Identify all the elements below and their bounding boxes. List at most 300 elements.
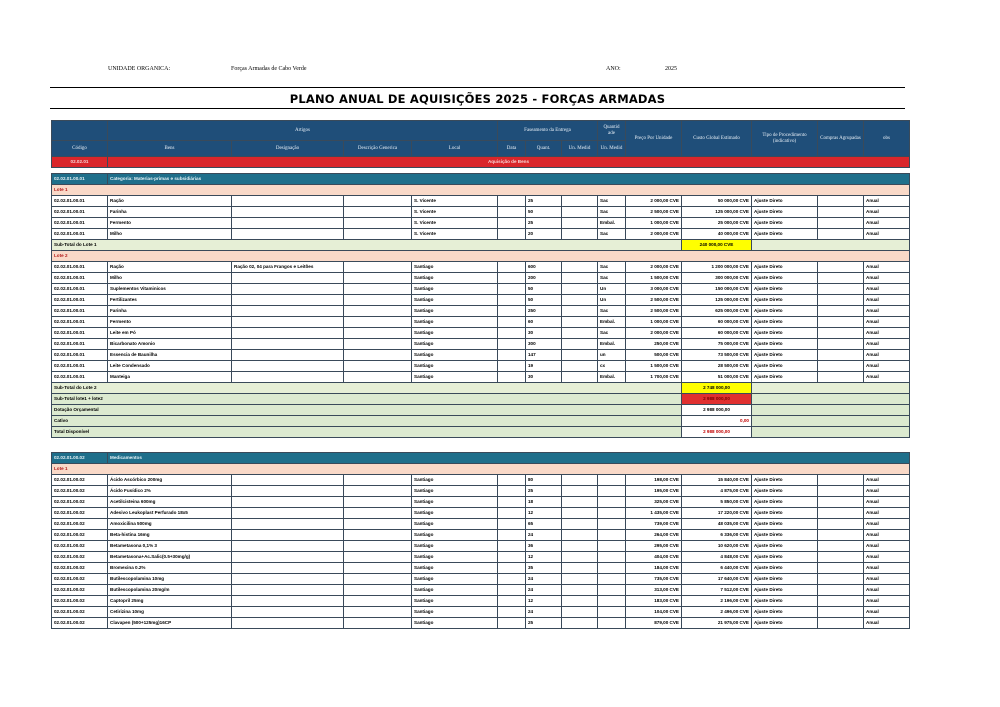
cell-compras [818,618,864,629]
cell-compras [818,519,864,530]
cell-tipo: Ajuste Direto [752,541,818,552]
cell-descricao [344,563,412,574]
cell-local: S. Vicente [412,229,498,240]
table-row [52,207,910,218]
cell-custo: 17 220,00 CVE [682,508,752,519]
cell-obs: Anual [864,273,910,284]
cell-data [498,229,526,240]
cell-descricao [344,519,412,530]
cell-tipo: Ajuste Direto [752,497,818,508]
cell-custo: 2 196,00 CVE [682,596,752,607]
cell-un-medid-2: Sac [598,306,626,317]
lote-row [52,251,910,262]
cell-data [498,541,526,552]
cell-designacao [232,295,344,306]
cell-quant: 12 [526,552,562,563]
table-row [52,372,910,383]
cell-preco: 184,00 CVE [626,563,682,574]
cell-preco: 250,00 CVE [626,339,682,350]
cell-compras [818,284,864,295]
cell-designacao [232,207,344,218]
summary-row-total [52,427,910,438]
cell-designacao [232,229,344,240]
subtotal-row [52,383,910,394]
cell-quant: 65 [526,519,562,530]
cell-designacao [232,361,344,372]
cell-compras [818,475,864,486]
header-custo: Custo Global Estimado [682,121,752,157]
cell-codigo: 02.02.01.00.02 [52,618,108,629]
cell-custo: 40 000,00 CVE [682,229,752,240]
cell-un-medid-2: cx [598,361,626,372]
cell-local: Santiago [412,317,498,328]
table-row [52,328,910,339]
table-row [52,574,910,585]
lote2-rows [52,262,910,383]
cell-custo: 75 000,00 CVE [682,339,752,350]
cell-custo: 5 850,00 CVE [682,497,752,508]
cell-bens: Beta-histina 16mg [108,530,232,541]
lote-label: Lote 2 [52,251,910,262]
table-row [52,607,910,618]
cell-data [498,486,526,497]
cell-obs: Anual [864,508,910,519]
cell-obs: Anual [864,475,910,486]
cell-descricao [344,361,412,372]
cell-descricao [344,607,412,618]
cell-un-medid-2 [598,552,626,563]
summary-label: Cativo [52,416,682,427]
cell-obs: Anual [864,350,910,361]
cell-descricao [344,530,412,541]
cell-descricao [344,574,412,585]
cell-un-medid [562,284,598,295]
cell-quant: 24 [526,585,562,596]
cell-obs: Anual [864,218,910,229]
medicamentos-rows [52,475,910,629]
cell-codigo: 02.02.01.00.02 [52,486,108,497]
cell-tipo: Ajuste Direto [752,229,818,240]
cell-data [498,519,526,530]
cell-designacao [232,607,344,618]
cell-custo: 6 440,00 CVE [682,563,752,574]
cell-bens: Betametasona+Ac.Salic(0.5+30mg/g) [108,552,232,563]
cell-custo: 300 000,00 CVE [682,273,752,284]
header-un-medid: Un. Medid [562,141,598,157]
cell-un-medid-2 [598,530,626,541]
cell-data [498,218,526,229]
cell-codigo: 02.02.01.00.01 [52,350,108,361]
cell-descricao [344,541,412,552]
cell-tipo: Ajuste Direto [752,508,818,519]
cell-quant: 25 [526,486,562,497]
cell-quant: 80 [526,475,562,486]
cell-preco: 198,00 CVE [626,475,682,486]
cell-local: S. Vicente [412,196,498,207]
cell-preco: 739,00 CVE [626,519,682,530]
cell-codigo: 02.02.01.00.01 [52,339,108,350]
summary-row-sub12 [52,394,910,405]
cell-codigo: 02.02.01.00.02 [52,574,108,585]
cell-designacao [232,475,344,486]
summary-blank [752,416,910,427]
cell-quant: 36 [526,541,562,552]
cell-compras [818,317,864,328]
cell-data [498,295,526,306]
cell-tipo: Ajuste Direto [752,207,818,218]
cell-tipo: Ajuste Direto [752,295,818,306]
summary-value: 2 988 000,00 [682,427,752,438]
org-info-line [0,66,1000,80]
cell-local: Santiago [412,530,498,541]
cell-codigo: 02.02.01.00.01 [52,218,108,229]
cell-un-medid [562,552,598,563]
cell-obs: Anual [864,585,910,596]
cell-designacao [232,350,344,361]
cell-quant: 30 [526,328,562,339]
cell-custo: 25 000,00 CVE [682,218,752,229]
cell-tipo: Ajuste Direto [752,361,818,372]
cell-un-medid-2 [598,475,626,486]
cell-data [498,372,526,383]
cell-preco: 1 500,00 CVE [626,273,682,284]
cell-bens: Ração [108,262,232,273]
cell-custo: 625 000,00 CVE [682,306,752,317]
section-code: 02.02.01 [52,157,108,168]
table-row [52,475,910,486]
cell-un-medid [562,350,598,361]
cell-obs: Anual [864,497,910,508]
cell-compras [818,218,864,229]
cell-descricao [344,284,412,295]
cell-local: Santiago [412,497,498,508]
cell-tipo: Ajuste Direto [752,552,818,563]
cell-data [498,530,526,541]
cell-codigo: 02.02.01.00.01 [52,306,108,317]
cell-preco: 1 000,00 CVE [626,218,682,229]
cell-tipo: Ajuste Direto [752,563,818,574]
table-row [52,306,910,317]
cell-custo: 4 848,00 CVE [682,552,752,563]
org-label: UNIDADE ORGANICA: [108,66,171,72]
subtotal-row [52,240,910,251]
cell-quant: 19 [526,361,562,372]
cell-custo: 17 640,00 CVE [682,574,752,585]
cell-descricao [344,486,412,497]
cell-local: Santiago [412,328,498,339]
category-label: Medicamentos [108,453,910,464]
cell-preco: 325,00 CVE [626,497,682,508]
cell-data [498,196,526,207]
cell-obs: Anual [864,530,910,541]
table-row [52,541,910,552]
cell-preco: 1 500,00 CVE [626,361,682,372]
lote-label: Lote 1 [52,464,910,475]
cell-tipo: Ajuste Direto [752,618,818,629]
cell-un-medid [562,607,598,618]
cell-obs: Anual [864,306,910,317]
cell-un-medid-2: Embal. [598,317,626,328]
cell-preco: 2 000,00 CVE [626,328,682,339]
summary-blank [752,394,910,405]
cell-un-medid-2: un [598,350,626,361]
header-compras: Compras Agrupadas [818,121,864,157]
table-row [52,262,910,273]
year-value: 2025 [665,66,677,72]
cell-bens: Cetirizina 10mg [108,607,232,618]
header-tipo: Tipo de Procedimento (indicativo) [752,121,818,157]
cell-obs: Anual [864,607,910,618]
cell-un-medid-2 [598,508,626,519]
cell-descricao [344,273,412,284]
cell-codigo: 02.02.01.00.02 [52,585,108,596]
cell-bens: Fermento [108,218,232,229]
cell-preco: 1 000,00 CVE [626,317,682,328]
cell-un-medid [562,295,598,306]
cell-descricao [344,372,412,383]
table-row [52,497,910,508]
cell-un-medid [562,486,598,497]
cell-tipo: Ajuste Direto [752,607,818,618]
category-code: 02.02.01.00.01 [52,174,108,185]
cell-preco: 2 500,00 CVE [626,207,682,218]
cell-un-medid [562,218,598,229]
table-row [52,350,910,361]
cell-preco: 295,00 CVE [626,541,682,552]
cell-descricao [344,306,412,317]
header-local: Local [412,141,498,157]
cell-compras [818,372,864,383]
cell-data [498,350,526,361]
cell-local: Santiago [412,552,498,563]
cell-compras [818,585,864,596]
cell-un-medid [562,372,598,383]
cell-un-medid-2: Sac [598,262,626,273]
cell-un-medid-2: Sac [598,229,626,240]
header-data: Data [498,141,526,157]
lote-label: Lote 1 [52,185,910,196]
cell-bens: Fermento [108,317,232,328]
cell-descricao [344,508,412,519]
cell-un-medid [562,196,598,207]
cell-compras [818,486,864,497]
header-preco: Preço Por Unidade [626,121,682,157]
cell-obs: Anual [864,618,910,629]
cell-compras [818,229,864,240]
header-quant: Quant. [526,141,562,157]
cell-codigo: 02.02.01.00.01 [52,295,108,306]
cell-un-medid-2: Sac [598,328,626,339]
org-value: Forças Armadas de Cabo Verde [231,66,307,72]
cell-data [498,607,526,618]
cell-data [498,284,526,295]
cell-preco: 183,00 CVE [626,596,682,607]
cell-data [498,497,526,508]
cell-un-medid-2 [598,607,626,618]
table-row [52,508,910,519]
cell-preco: 195,00 CVE [626,486,682,497]
cell-quant: 35 [526,563,562,574]
cell-local: Santiago [412,262,498,273]
cell-designacao [232,530,344,541]
cell-local: Santiago [412,486,498,497]
cell-designacao [232,372,344,383]
cell-descricao [344,218,412,229]
cell-codigo: 02.02.01.00.01 [52,284,108,295]
cell-obs: Anual [864,284,910,295]
table-row [52,618,910,629]
cell-tipo: Ajuste Direto [752,218,818,229]
cell-designacao [232,541,344,552]
cell-tipo: Ajuste Direto [752,530,818,541]
header-artigos: Artigos [108,121,498,141]
cell-tipo: Ajuste Direto [752,262,818,273]
cell-data [498,273,526,284]
cell-custo: 7 512,00 CVE [682,585,752,596]
summary-value: 2 988 000,00 [682,394,752,405]
cell-obs: Anual [864,295,910,306]
cell-data [498,552,526,563]
cell-custo: 6 336,00 CVE [682,530,752,541]
table-row [52,530,910,541]
cell-compras [818,497,864,508]
cell-tipo: Ajuste Direto [752,196,818,207]
cell-bens: Ácido Fusídico 2% [108,486,232,497]
cell-bens: Captopril 25mg [108,596,232,607]
cell-custo: 150 000,00 CVE [682,284,752,295]
cell-custo: 48 035,00 CVE [682,519,752,530]
cell-tipo: Ajuste Direto [752,519,818,530]
cell-codigo: 02.02.01.00.01 [52,328,108,339]
subtotal-label: Sub-Total do Lote 2 [52,383,682,394]
cell-quant: 600 [526,262,562,273]
cell-compras [818,196,864,207]
cell-obs: Anual [864,328,910,339]
cell-compras [818,541,864,552]
cell-custo: 125 000,00 CVE [682,295,752,306]
cell-descricao [344,350,412,361]
cell-bens: Butilescopolamina 20mg/m [108,585,232,596]
cell-tipo: Ajuste Direto [752,475,818,486]
cell-data [498,475,526,486]
cell-bens: Farinha [108,306,232,317]
cell-bens: Manteiga [108,372,232,383]
cell-descricao [344,229,412,240]
cell-quant: 24 [526,607,562,618]
cell-codigo: 02.02.01.00.02 [52,475,108,486]
cell-local: Santiago [412,519,498,530]
header-un-medid-2: Un. Medid [598,141,626,157]
cell-quant: 25 [526,618,562,629]
cell-obs: Anual [864,207,910,218]
cell-local: Santiago [412,273,498,284]
table-row [52,563,910,574]
cell-local: Santiago [412,372,498,383]
summary-label: Total Disponível [52,427,682,438]
cell-compras [818,273,864,284]
table-row [52,284,910,295]
cell-descricao [344,328,412,339]
cell-designacao [232,519,344,530]
cell-quant: 30 [526,372,562,383]
cell-custo: 4 875,00 CVE [682,486,752,497]
cell-quant: 147 [526,350,562,361]
cell-un-medid-2 [598,497,626,508]
cell-quant: 60 [526,317,562,328]
cell-quant: 12 [526,596,562,607]
cell-un-medid [562,541,598,552]
cell-descricao [344,596,412,607]
cell-obs: Anual [864,229,910,240]
cell-local: Santiago [412,607,498,618]
cell-quant: 25 [526,196,562,207]
summary-row-cativo [52,416,910,427]
cell-bens: Essencia de Baunilha [108,350,232,361]
cell-custo: 60 000,00 CVE [682,328,752,339]
cell-codigo: 02.02.01.00.01 [52,361,108,372]
divider-title [50,108,905,109]
header-designacao: Designação [232,141,344,157]
lote-row [52,464,910,475]
cell-compras [818,306,864,317]
cell-un-medid-2 [598,596,626,607]
cell-tipo: Ajuste Direto [752,273,818,284]
cell-local: Santiago [412,585,498,596]
cell-preco: 104,00 CVE [626,607,682,618]
cell-descricao [344,196,412,207]
cell-local: Santiago [412,574,498,585]
cell-bens: Adesivo Leukoplast Perfurado 18x5 [108,508,232,519]
cell-compras [818,339,864,350]
cell-data [498,563,526,574]
cell-preco: 1 700,00 CVE [626,372,682,383]
cell-quant: 50 [526,207,562,218]
cell-quant: 24 [526,530,562,541]
lote-row [52,185,910,196]
subtotal-value: 240 000,00 CVE [682,240,752,251]
table-row [52,585,910,596]
cell-compras [818,508,864,519]
cell-local: Santiago [412,361,498,372]
table-section-1 [51,156,910,438]
cell-bens: Bicarbonato Amonio [108,339,232,350]
cell-designacao [232,306,344,317]
cell-preco: 404,00 CVE [626,552,682,563]
cell-un-medid [562,207,598,218]
cell-compras [818,563,864,574]
table-row [52,552,910,563]
cell-codigo: 02.02.01.00.02 [52,563,108,574]
cell-codigo: 02.02.01.00.01 [52,207,108,218]
cell-un-medid [562,618,598,629]
cell-compras [818,262,864,273]
cell-un-medid [562,585,598,596]
summary-blank [752,427,910,438]
cell-preco: 735,00 CVE [626,574,682,585]
cell-preco: 2 000,00 CVE [626,262,682,273]
cell-designacao [232,585,344,596]
cell-custo: 10 620,00 CVE [682,541,752,552]
cell-un-medid-2 [598,486,626,497]
table-row [52,339,910,350]
cell-un-medid [562,317,598,328]
cell-un-medid [562,574,598,585]
cell-custo: 73 500,00 CVE [682,350,752,361]
table-header [51,120,910,157]
cell-designacao [232,574,344,585]
cell-bens: Fertilizantes [108,295,232,306]
category-row-materias [52,174,910,185]
